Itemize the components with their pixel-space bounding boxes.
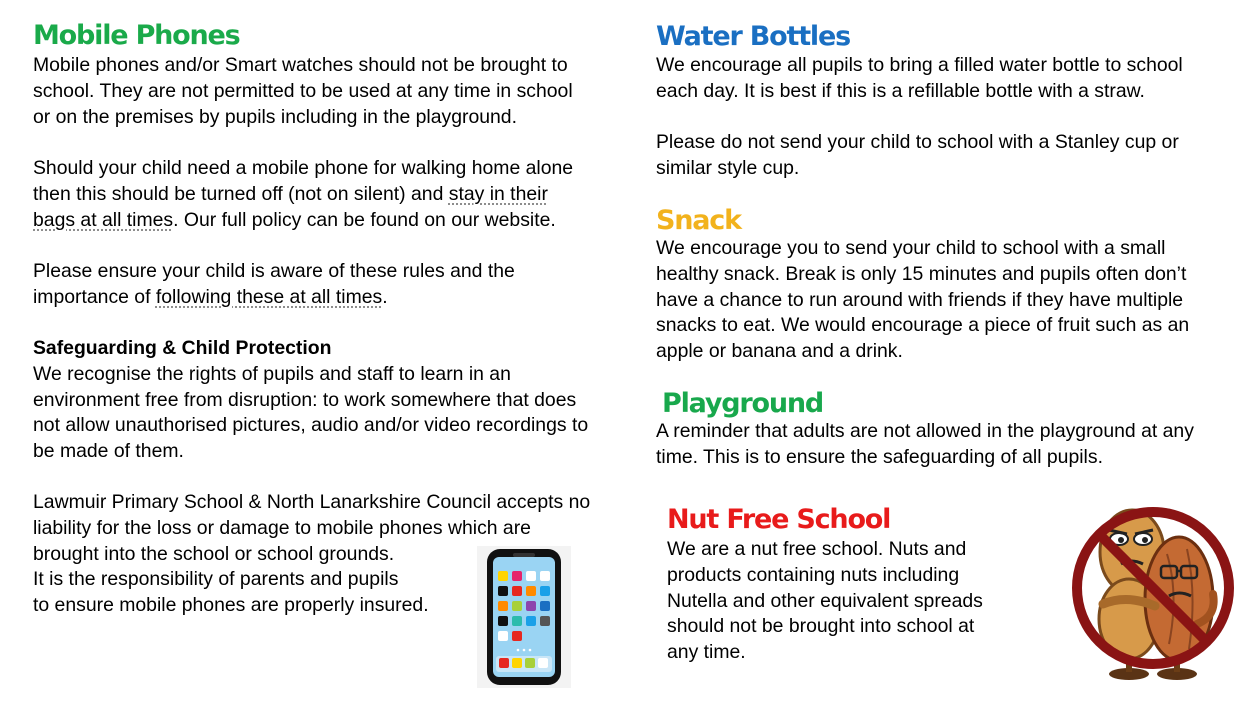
no-nuts-illustration <box>1067 494 1239 684</box>
smartphone-illustration <box>477 546 571 688</box>
text-line <box>33 285 515 311</box>
text-line: A reminder that adults are not allowed in the playground at any <box>656 420 1194 442</box>
text-line: each day. It is best if this is a refillable bottle with a straw. <box>656 79 1145 102</box>
text-line: We encourage all pupils to bring a filled water bottle to school <box>656 54 1183 76</box>
text-fragment: . Our full policy can be found on our website. <box>173 208 556 231</box>
text-line <box>33 182 573 208</box>
grammar-flagged-text: following these at all times <box>155 285 383 308</box>
text-line: It is the responsibility of parents and pupils <box>33 568 399 591</box>
text-line: environment free from disruption: to work somewhere that does <box>33 388 577 411</box>
snack-heading: Snack <box>656 205 741 236</box>
text-line: be made of them. <box>33 440 184 463</box>
text-line: or on the premises by pupils including in the playground. <box>33 105 517 128</box>
text-line: Mobile phones and/or Smart watches should not be brought to <box>33 54 568 76</box>
playground-paragraph <box>656 419 1194 471</box>
smartphone-icon <box>477 546 571 688</box>
text-line: Please ensure your child is aware of these rules and the <box>33 260 515 282</box>
safeguarding-section <box>33 336 588 465</box>
text-line: We encourage you to send your child to school with a small <box>656 237 1166 259</box>
text-line: Should your child need a mobile phone for walking home alone <box>33 157 574 179</box>
text-line <box>33 208 573 234</box>
text-line: have a chance to run around with friends if they have multiple <box>656 288 1184 311</box>
text-line: time. This is to ensure the safeguarding of all pupils. <box>656 445 1103 468</box>
text-line: Please do not send your child to school with a Stanley cup or <box>656 131 1179 154</box>
mobile-phones-paragraph-3 <box>33 259 515 311</box>
text-line: should not be brought into school at <box>667 615 975 638</box>
text-line: school. They are not permitted to be used at any time in school <box>33 79 573 102</box>
text-line: Lawmuir Primary School & North Lanarkshire Council accepts no <box>33 491 591 513</box>
water-bottles-paragraph <box>656 53 1183 182</box>
mobile-phones-paragraph-1 <box>33 53 573 130</box>
text-line: Nutella and other equivalent spreads <box>667 589 983 612</box>
text-fragment: . <box>382 285 388 308</box>
text-line <box>656 105 1183 131</box>
nut-free-school-heading: Nut Free School <box>667 504 891 535</box>
text-line: liability for the loss or damage to mobile phones which are <box>33 516 531 539</box>
nut-free-paragraph <box>667 537 983 666</box>
text-fragment: then this should be turned off (not on silent) and <box>33 182 449 205</box>
grammar-flagged-text: stay in their <box>448 182 548 205</box>
text-line: snacks to eat. We would encourage a piece of fruit such as an <box>656 314 1190 337</box>
snack-paragraph <box>656 236 1189 365</box>
mobile-phones-paragraph-2 <box>33 156 573 233</box>
text-line: products containing nuts including <box>667 563 960 586</box>
text-line: not allow unauthorised pictures, audio and/or video recordings to <box>33 414 589 437</box>
text-line: apple or banana and a drink. <box>656 340 903 363</box>
text-line: We are a nut free school. Nuts and <box>667 538 967 560</box>
mobile-phones-heading: Mobile Phones <box>33 20 240 51</box>
text-line: to ensure mobile phones are properly insured. <box>33 594 429 617</box>
text-line: similar style cup. <box>656 157 800 180</box>
text-line: We recognise the rights of pupils and staff to learn in an <box>33 362 511 385</box>
grammar-flagged-text: bags at all times <box>33 208 174 231</box>
text-line: brought into the school or school grounds. <box>33 542 395 565</box>
no-nuts-icon <box>1067 494 1239 684</box>
water-bottles-heading: Water Bottles <box>656 21 850 52</box>
text-line: healthy snack. Break is only 15 minutes and pupils often don’t <box>656 262 1187 285</box>
playground-heading: Playground <box>662 388 823 419</box>
safeguarding-heading: Safeguarding & Child Protection <box>33 337 332 359</box>
text-line: any time. <box>667 641 746 664</box>
text-fragment: importance of <box>33 285 156 308</box>
